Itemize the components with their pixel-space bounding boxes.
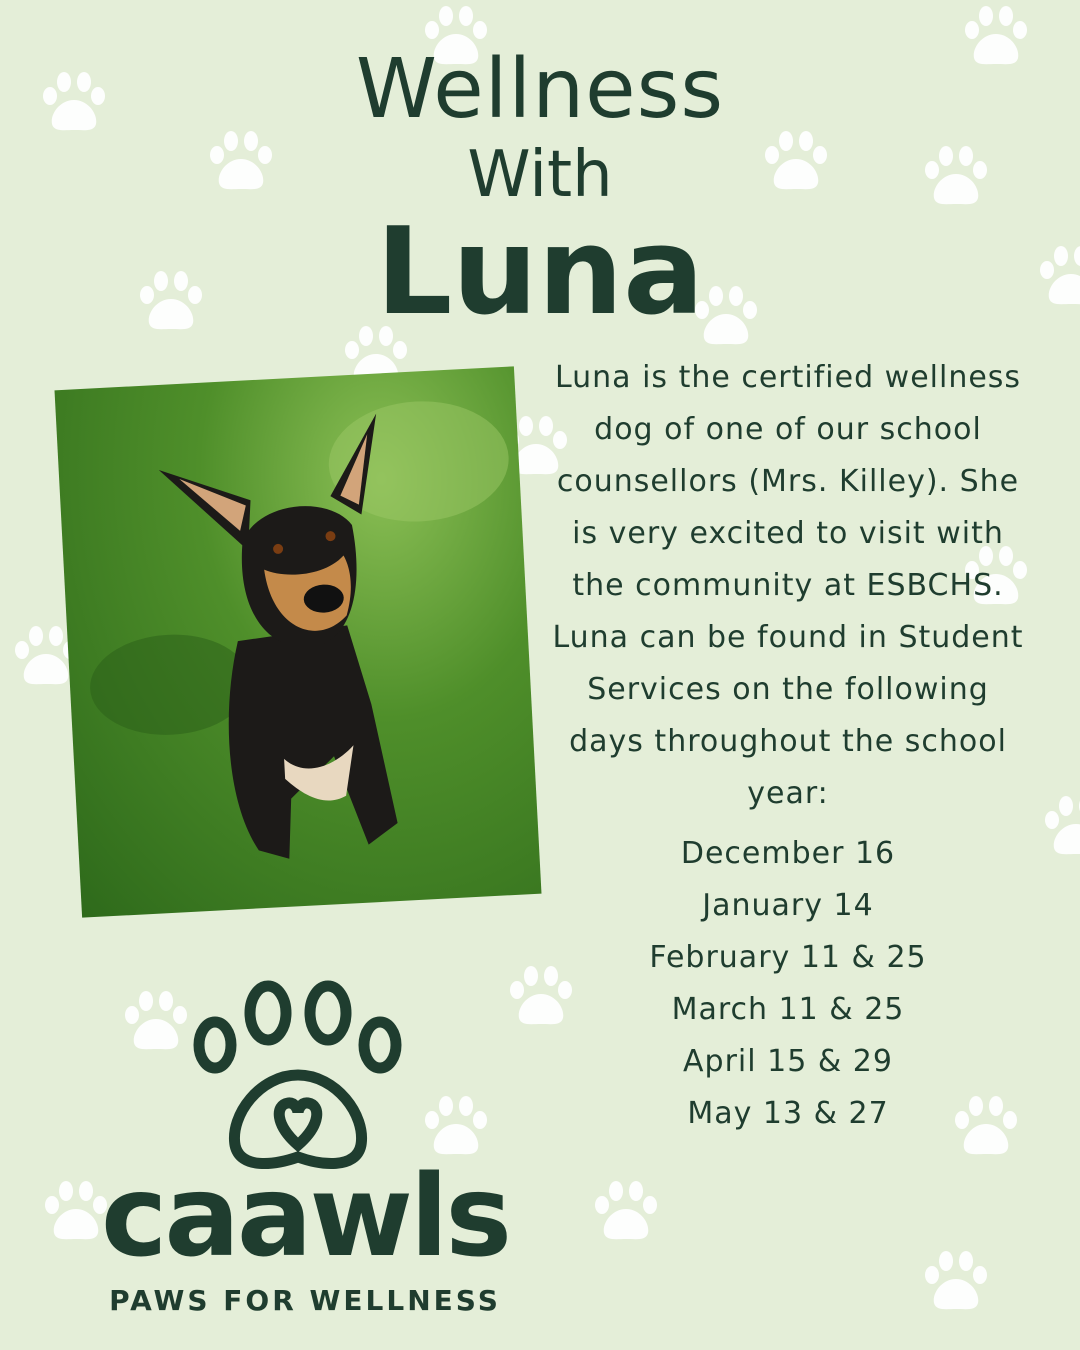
paw-print-icon <box>590 1175 662 1247</box>
paw-heart-logo-icon <box>80 975 530 1175</box>
visit-date: April 15 & 29 <box>683 1044 893 1079</box>
visit-dates-list <box>548 828 1028 1140</box>
paw-print-icon <box>920 1245 992 1317</box>
paw-print-icon <box>1040 790 1080 862</box>
description-text: Luna is the certified wellness dog of one of our school counsellors (Mrs. Killey). She is very excited to visit with the community at ESBCHS. Luna can be found in Student Services on the following days throughout the school year: <box>552 360 1024 811</box>
logo-wordmark: caawls <box>100 1152 510 1282</box>
info-column <box>548 352 1028 1140</box>
luna-photo <box>54 366 541 917</box>
logo-tagline: PAWS FOR WELLNESS <box>109 1284 501 1317</box>
title-with: With <box>467 138 613 212</box>
visit-date: February 11 & 25 <box>649 940 927 975</box>
caawls-logo <box>80 975 530 1330</box>
visit-date: May 13 & 27 <box>687 1096 889 1131</box>
title-wellness: Wellness <box>355 42 725 137</box>
dog-illustration <box>54 366 541 917</box>
visit-date: January 14 <box>702 888 874 923</box>
title-luna: Luna <box>375 203 705 342</box>
visit-date: March 11 & 25 <box>671 992 905 1027</box>
visit-date: December 16 <box>680 836 896 871</box>
